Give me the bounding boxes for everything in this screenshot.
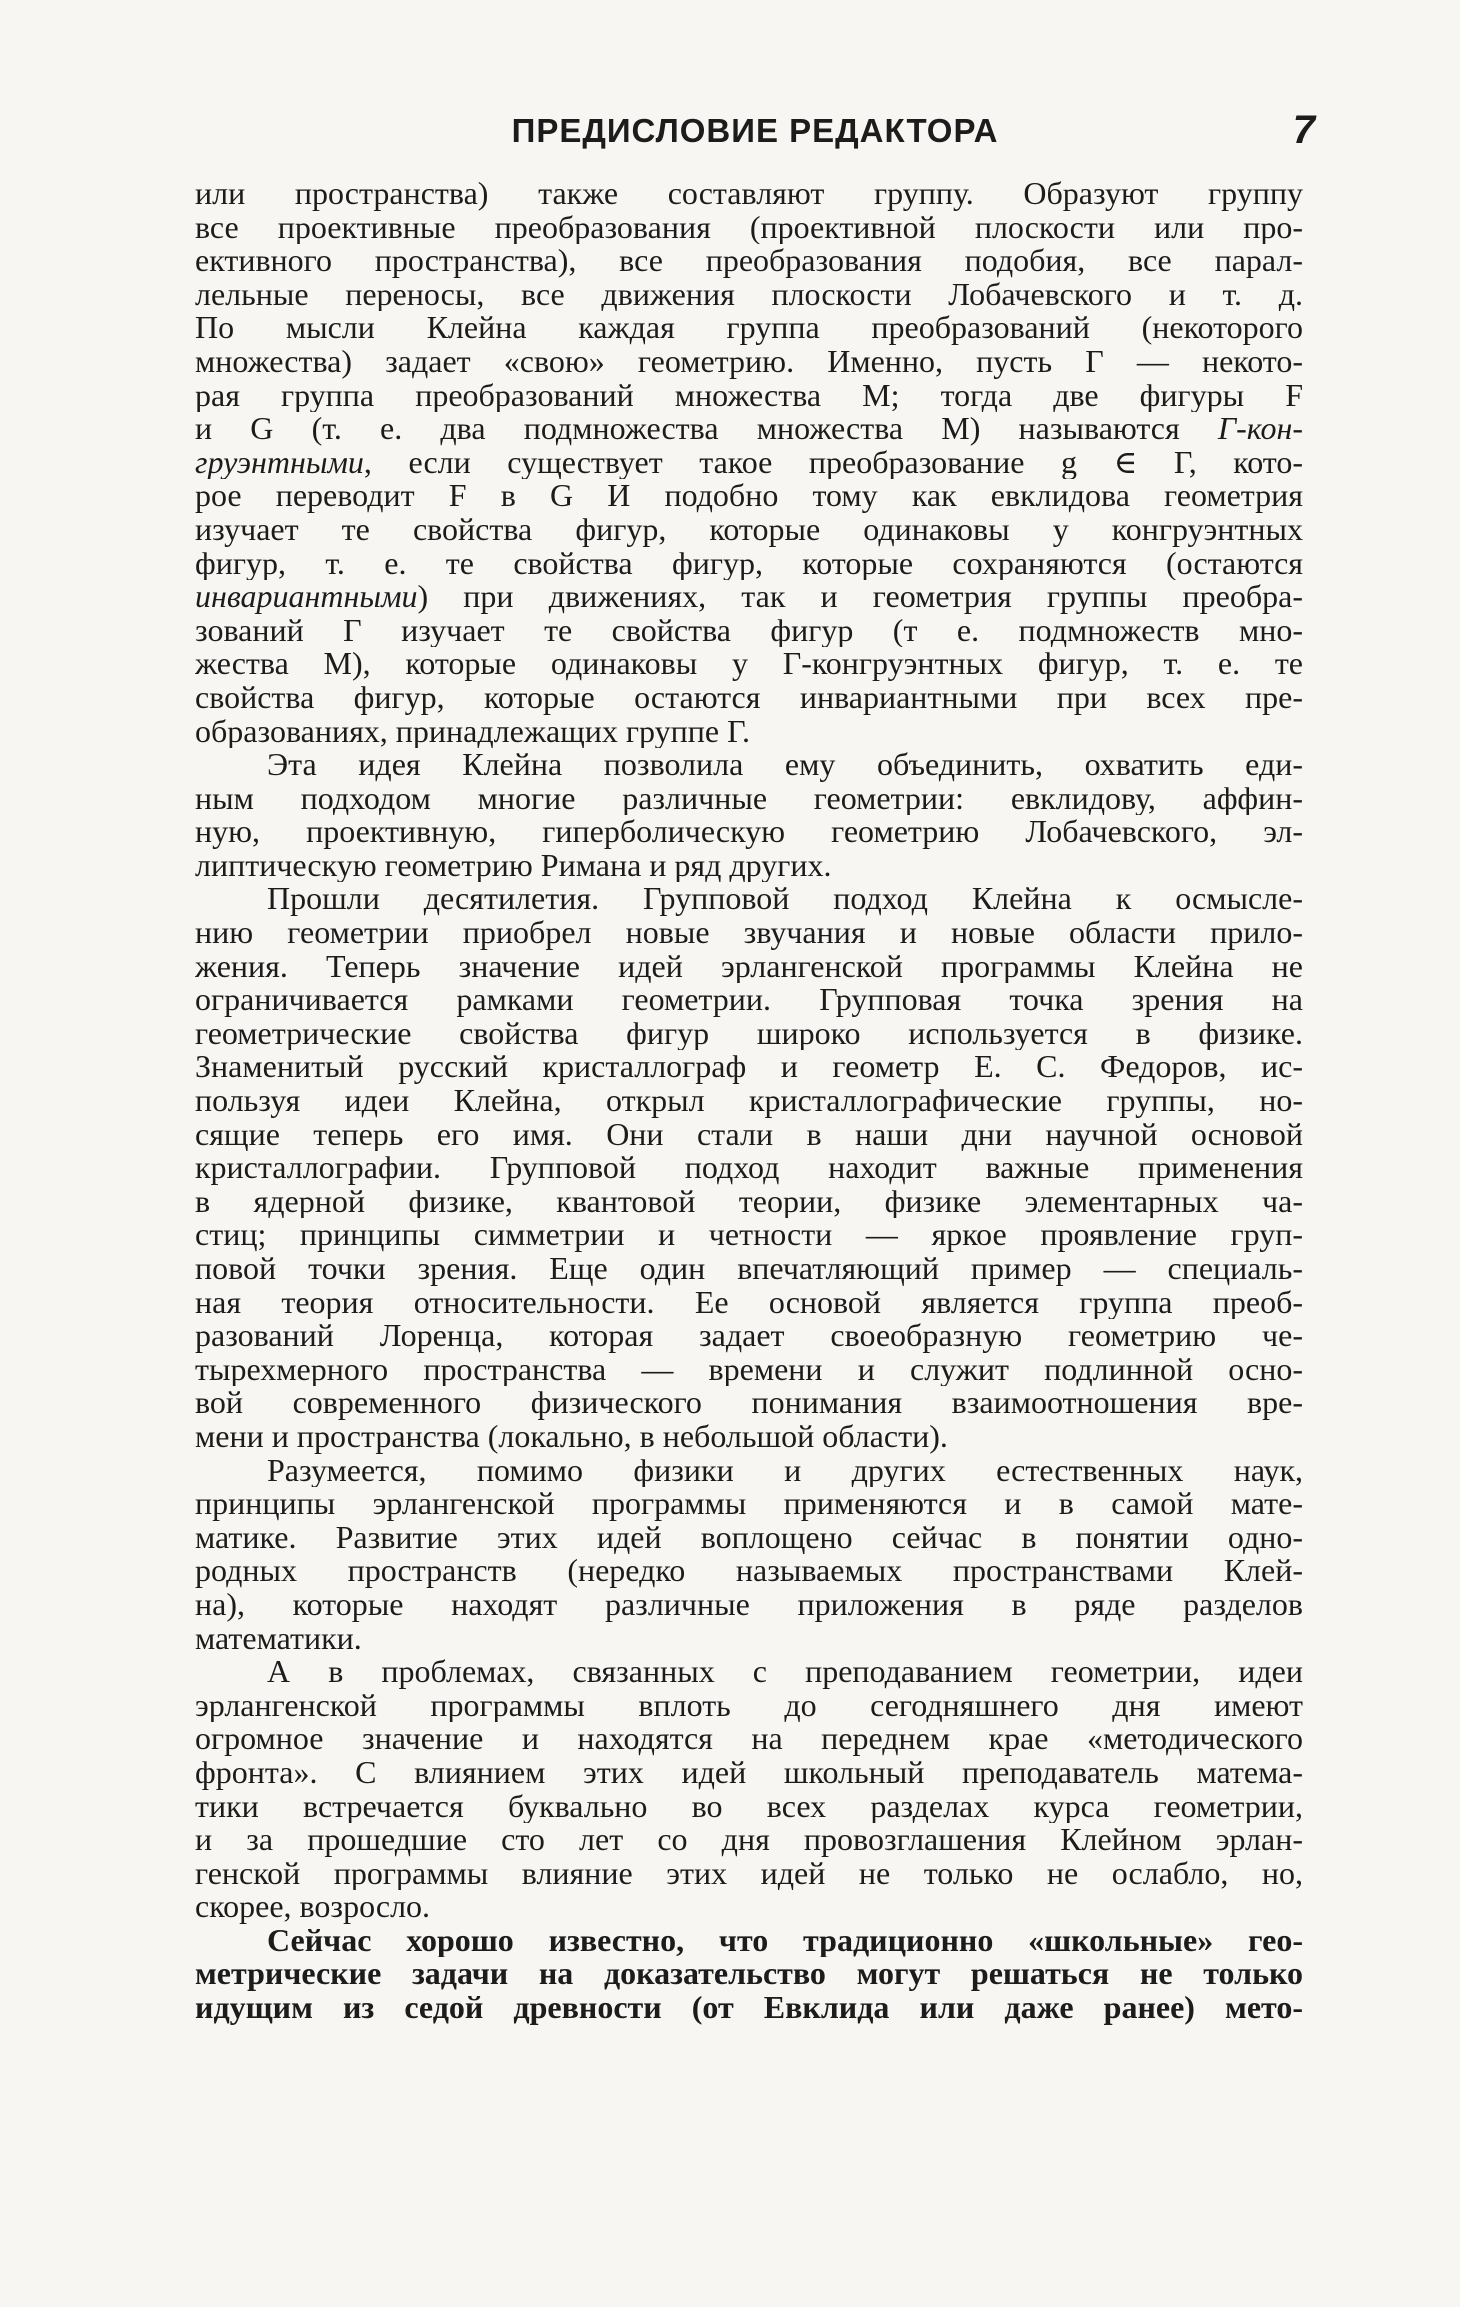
text-line: эрлангенской программы вплоть до сегодняшнего дня имеют — [195, 1688, 1303, 1723]
italic-term: Г-кон- — [1217, 412, 1303, 446]
paragraph — [195, 1655, 1303, 1924]
text-line: ную, проективную, гиперболическую геометрию Лобачевского, эл- — [195, 815, 1303, 849]
text-line: изучает те свойства фигур, которые одинаковы у конгруэнтных — [195, 512, 1303, 547]
text-line: фигур, т. е. те свойства фигур, которые сохраняются (остаются — [195, 546, 1303, 581]
text-run: и G (т. е. два подмножества множества M) называются — [195, 412, 1218, 446]
text-line: стиц; принципы симметрии и четности — яркое проявление груп- — [195, 1218, 1303, 1252]
text-line: Сейчас хорошо известно, что традиционно «школьные» гео- — [267, 1923, 1303, 1958]
text-line: рая группа преобразований множества M; тогда две фигуры F — [195, 378, 1303, 413]
text-line: математики. — [195, 1621, 362, 1656]
text-line: кристаллографии. Групповой подход находит важные применения — [195, 1151, 1303, 1185]
text-line: нию геометрии приобрел новые звучания и новые области прило- — [195, 916, 1303, 950]
italic-term: груэнтными — [195, 445, 364, 480]
text-line: мени и пространства (локально, в небольшой области). — [195, 1419, 948, 1454]
text-line: множества) задает «свою» геометрию. Именно, пусть Г — некото- — [195, 344, 1303, 379]
text-line: рое переводит F в G И подобно тому как евклидова геометрия — [195, 479, 1303, 513]
text-line: матике. Развитие этих идей воплощено сейчас в понятии одно- — [195, 1520, 1303, 1555]
text-line: липтическую геометрию Римана и ряд других. — [195, 848, 832, 883]
paragraph — [195, 1924, 1303, 2025]
text-line: и за прошедшие сто лет со дня провозглашения Клейном эрлан- — [195, 1823, 1303, 1857]
text-line: пользуя идеи Клейна, открыл кристаллографические группы, но- — [195, 1084, 1303, 1118]
text-run: ) при движениях, так и геометрия группы преобра- — [417, 580, 1303, 614]
paragraph — [195, 882, 1303, 1453]
text-line: лельные переносы, все движения плоскости Лобачевского и т. д. — [195, 277, 1303, 312]
paragraph — [195, 177, 1303, 748]
text-line: в ядерной физике, квантовой теории, физике элементарных ча- — [195, 1184, 1303, 1219]
text-line: геометрические свойства фигур широко используется в физике. — [195, 1016, 1303, 1051]
text-line: Разумеется, помимо физики и других естественных наук, — [267, 1453, 1303, 1488]
text-line: зований Г изучает те свойства фигур (т е. подмножеств мно- — [195, 613, 1303, 648]
text-line: жества M), которые одинаковы у Г-конгруэнтных фигур, т. е. те — [195, 647, 1303, 681]
text-line: ным подходом многие различные геометрии: евклидову, аффин- — [195, 781, 1303, 816]
text-line: образованиях, принадлежащих группе Г. — [195, 714, 750, 749]
italic-term: инвариантными — [195, 580, 418, 614]
text-line: тики встречается буквально во всех разделах курса геометрии, — [195, 1789, 1303, 1824]
text-line: тырехмерного пространства — времени и служит подлинной осно- — [195, 1352, 1303, 1387]
text-line: По мысли Клейна каждая группа преобразований (некоторого — [195, 311, 1303, 345]
running-head — [195, 108, 1315, 162]
text-line: Эта идея Клейна позволила ему объединить, охватить еди- — [267, 748, 1303, 782]
paragraph — [195, 1454, 1303, 1656]
text-line: вой современного физического понимания взаимоотношения вре- — [195, 1386, 1303, 1420]
page-number: 7 — [1292, 108, 1315, 152]
text-line: жения. Теперь значение идей эрлангенской программы Клейна не — [195, 949, 1303, 984]
text-line: все проективные преобразования (проективной плоскости или про- — [195, 210, 1303, 245]
text-line: метрические задачи на доказательство могут решаться не только — [195, 1957, 1303, 1992]
text-line: сящие теперь его имя. Они стали в наши дни научной основой — [195, 1117, 1303, 1152]
text-line: Прошли десятилетия. Групповой подход Клейна к осмысле- — [267, 882, 1303, 917]
text-line: или пространства) также составляют группу. Образуют группу — [195, 177, 1303, 211]
text-line: принципы эрлангенской программы применяются и в самой мате- — [195, 1487, 1303, 1521]
text-line: ективного пространства), все преобразования подобия, все парал- — [195, 244, 1303, 278]
text-line: родных пространств (нередко называемых пространствами Клей- — [195, 1554, 1303, 1588]
text-line: огромное значение и находятся на переднем крае «методического — [195, 1722, 1303, 1756]
text-line: свойства фигур, которые остаются инвариантными при всех пре- — [195, 680, 1303, 715]
paragraph — [195, 748, 1303, 882]
text-line: скорее, возросло. — [195, 1890, 431, 1924]
text-line — [195, 580, 1303, 614]
text-line: Знаменитый русский кристаллограф и геометр Е. С. Федоров, ис- — [195, 1050, 1303, 1085]
page-title: ПРЕДИСЛОВИЕ РЕДАКТОРА — [511, 112, 999, 149]
text-line: ная теория относительности. Ее основой является группа преоб- — [195, 1285, 1303, 1320]
text-line: на), которые находят различные приложения в ряде разделов — [195, 1587, 1303, 1622]
text-line: повой точки зрения. Еще один впечатляющий пример — специаль- — [195, 1252, 1303, 1286]
text-line: А в проблемах, связанных с преподаванием геометрии, идеи — [267, 1655, 1303, 1689]
text-line: идущим из седой древности (от Евклида или даже ранее) мето- — [195, 1991, 1303, 2025]
text-line: разований Лоренца, которая задает своеобразную геометрию че- — [195, 1319, 1303, 1353]
text-line — [195, 446, 1303, 480]
text-line — [195, 412, 1303, 446]
text-line: фронта». С влиянием этих идей школьный преподаватель матема- — [195, 1755, 1303, 1790]
text-run: , если существует такое преобразование g ∈ Г, кото- — [363, 445, 1303, 480]
body-text — [195, 177, 1303, 2025]
text-line: генской программы влияние этих идей не только не ослабло, но, — [195, 1856, 1303, 1891]
text-line: ограничивается рамками геометрии. Групповая точка зрения на — [195, 983, 1303, 1017]
